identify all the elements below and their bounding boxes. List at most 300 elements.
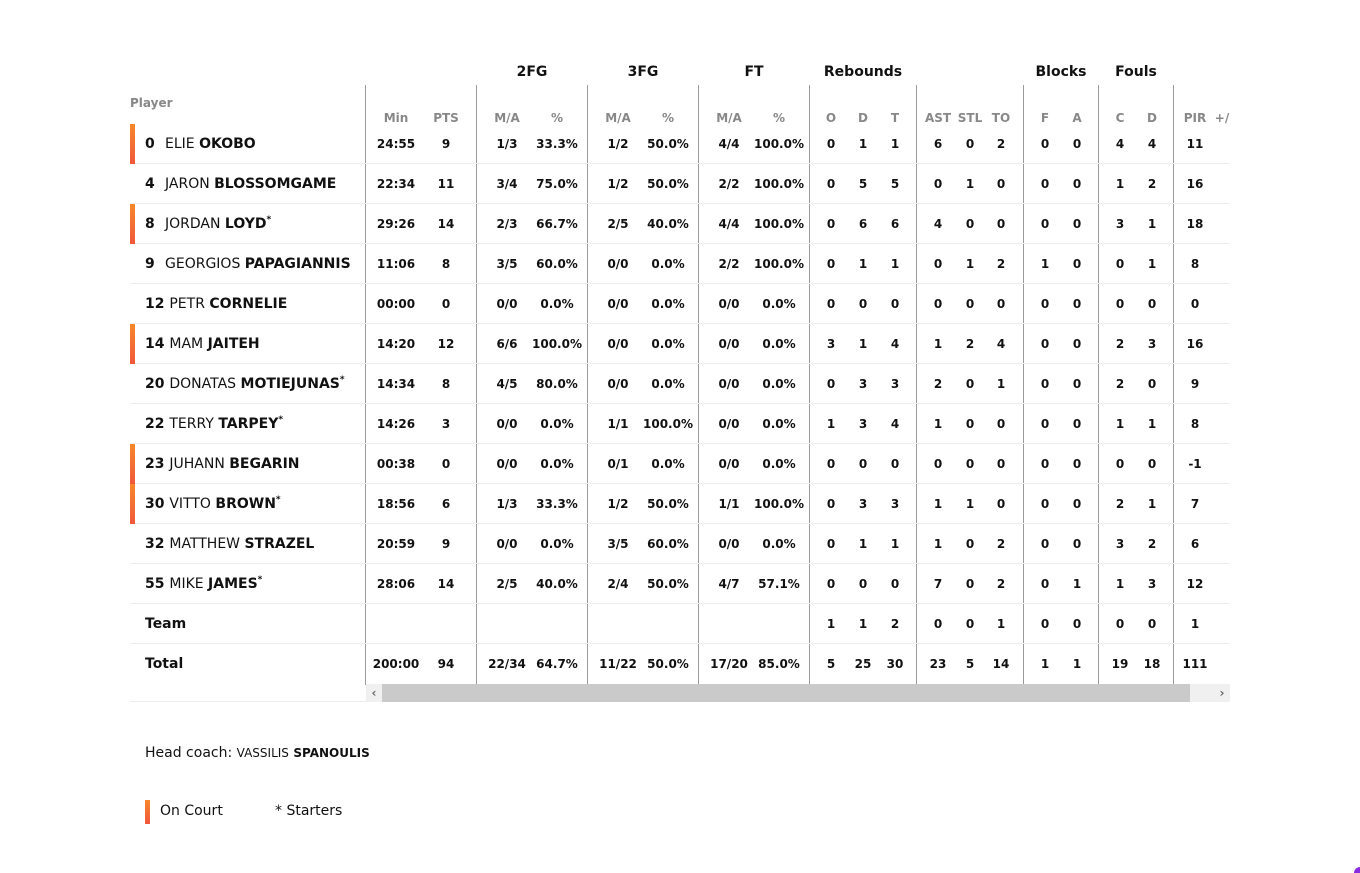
stat-ft-ma: 0/0 bbox=[718, 417, 740, 431]
stat-blk-a: 0 bbox=[1072, 257, 1082, 271]
stat-fg2-pct: 33.3% bbox=[536, 137, 578, 151]
stat-fg3-pct: 0.0% bbox=[651, 457, 685, 471]
stat-fg2-ma: 3/5 bbox=[496, 257, 518, 271]
head-coach-label: Head coach: bbox=[145, 745, 233, 761]
stat-pir: 7 bbox=[1190, 497, 1200, 511]
stat-fg3-pct: 50.0% bbox=[647, 497, 689, 511]
stat-pir: 1 bbox=[1190, 617, 1200, 631]
column-header-ft-ma[interactable]: M/A bbox=[716, 111, 742, 125]
stat-fg2-pct: 66.7% bbox=[536, 217, 578, 231]
player-row[interactable] bbox=[130, 484, 1230, 524]
column-header-fg3-pct[interactable]: % bbox=[661, 111, 675, 125]
stat-reb-d: 3 bbox=[858, 497, 868, 511]
player-first-name: MATTHEW bbox=[169, 536, 241, 552]
stat-fg2-ma: 3/4 bbox=[496, 177, 518, 191]
player-name-link[interactable] bbox=[145, 496, 281, 512]
stat-to: 1 bbox=[996, 617, 1006, 631]
head-coach-first-name: VASSILIS bbox=[236, 746, 289, 760]
stat-fg3-ma: 0/0 bbox=[607, 377, 629, 391]
stat-reb-o: 0 bbox=[826, 537, 836, 551]
scrollbar-thumb[interactable] bbox=[382, 684, 1190, 702]
stat-fg2-ma: 0/0 bbox=[496, 297, 518, 311]
stat-min: 29:26 bbox=[376, 217, 416, 231]
column-header-fg3-ma[interactable]: M/A bbox=[605, 111, 631, 125]
stat-ast: 2 bbox=[933, 377, 943, 391]
stat-fg3-ma: 1/2 bbox=[607, 177, 629, 191]
group-header-ft: FT bbox=[744, 64, 764, 80]
stat-reb-o: 1 bbox=[826, 417, 836, 431]
stat-to: 0 bbox=[996, 417, 1006, 431]
column-header-ft-pct[interactable]: % bbox=[772, 111, 786, 125]
stat-to: 4 bbox=[996, 337, 1006, 351]
on-court-indicator-icon bbox=[145, 800, 150, 824]
stat-reb-t: 0 bbox=[890, 457, 900, 471]
stat-reb-t: 1 bbox=[890, 537, 900, 551]
stat-foul-c: 19 bbox=[1111, 657, 1129, 671]
column-header-fg2-pct[interactable]: % bbox=[550, 111, 564, 125]
column-header-reb-t[interactable]: T bbox=[890, 111, 900, 125]
stat-blk-a: 0 bbox=[1072, 617, 1082, 631]
player-first-name: PETR bbox=[169, 296, 205, 312]
stat-fg3-ma: 3/5 bbox=[607, 537, 629, 551]
jersey-number: 22 bbox=[145, 416, 170, 432]
head-coach bbox=[145, 745, 370, 761]
stat-foul-d: 0 bbox=[1147, 457, 1157, 471]
stat-fg2-pct: 33.3% bbox=[536, 497, 578, 511]
stat-reb-o: 3 bbox=[826, 337, 836, 351]
stat-fg3-pct: 50.0% bbox=[647, 577, 689, 591]
stat-foul-d: 1 bbox=[1147, 217, 1157, 231]
player-name-link[interactable] bbox=[145, 296, 287, 312]
stat-reb-d: 6 bbox=[858, 217, 868, 231]
stat-fg2-pct: 80.0% bbox=[536, 377, 578, 391]
stat-to: 2 bbox=[996, 577, 1006, 591]
stat-fg2-pct: 0.0% bbox=[540, 417, 574, 431]
stat-blk-a: 0 bbox=[1072, 297, 1082, 311]
player-row[interactable] bbox=[130, 204, 1230, 244]
stat-ast: 6 bbox=[933, 137, 943, 151]
player-first-name: JUHANN bbox=[169, 456, 225, 472]
stat-to: 0 bbox=[996, 217, 1006, 231]
player-row[interactable] bbox=[130, 284, 1230, 324]
player-row[interactable] bbox=[130, 324, 1230, 364]
stat-pir: 8 bbox=[1190, 257, 1200, 271]
jersey-number: 55 bbox=[145, 576, 170, 592]
stat-min: 28:06 bbox=[376, 577, 416, 591]
stat-min: 200:00 bbox=[372, 657, 420, 671]
stat-foul-d: 2 bbox=[1147, 177, 1157, 191]
player-row[interactable] bbox=[130, 244, 1230, 284]
stat-blk-f: 0 bbox=[1040, 417, 1050, 431]
stat-fg3-pct: 60.0% bbox=[647, 537, 689, 551]
stat-to: 0 bbox=[996, 177, 1006, 191]
stat-ft-pct: 100.0% bbox=[754, 177, 804, 191]
column-header-min[interactable]: Min bbox=[383, 111, 409, 125]
player-last-name: TARPEY bbox=[218, 416, 279, 432]
stat-foul-c: 0 bbox=[1115, 617, 1125, 631]
stat-reb-o: 5 bbox=[826, 657, 836, 671]
team-row bbox=[130, 604, 1230, 644]
player-row[interactable] bbox=[130, 524, 1230, 564]
jersey-number: 9 bbox=[145, 256, 160, 272]
stat-fg2-ma: 2/3 bbox=[496, 217, 518, 231]
player-row[interactable] bbox=[130, 564, 1230, 604]
stat-foul-d: 3 bbox=[1147, 577, 1157, 591]
stat-blk-a: 0 bbox=[1072, 457, 1082, 471]
stat-fg3-ma: 2/5 bbox=[607, 217, 629, 231]
stat-min: 20:59 bbox=[376, 537, 416, 551]
stat-reb-t: 4 bbox=[890, 337, 900, 351]
stat-ft-pct: 85.0% bbox=[758, 657, 800, 671]
stat-reb-o: 0 bbox=[826, 457, 836, 471]
stat-stl: 0 bbox=[965, 137, 975, 151]
stat-min: 00:00 bbox=[376, 297, 416, 311]
jersey-number: 32 bbox=[145, 536, 170, 552]
player-first-name: MIKE bbox=[169, 576, 204, 592]
stat-reb-t: 0 bbox=[890, 297, 900, 311]
stat-foul-d: 1 bbox=[1147, 497, 1157, 511]
stat-blk-a: 0 bbox=[1072, 337, 1082, 351]
stat-reb-t: 1 bbox=[890, 257, 900, 271]
stat-ft-pct: 0.0% bbox=[762, 337, 796, 351]
stat-stl: 0 bbox=[965, 217, 975, 231]
stat-ft-ma: 17/20 bbox=[710, 657, 748, 671]
stat-to: 14 bbox=[992, 657, 1010, 671]
stat-fg2-pct: 75.0% bbox=[536, 177, 578, 191]
stat-pts: 14 bbox=[437, 577, 455, 591]
stat-ft-ma: 0/0 bbox=[718, 297, 740, 311]
column-header-pts[interactable]: PTS bbox=[433, 111, 459, 125]
stat-fg3-pct: 50.0% bbox=[647, 137, 689, 151]
stat-blk-a: 0 bbox=[1072, 217, 1082, 231]
jersey-number: 0 bbox=[145, 136, 160, 152]
player-name-link[interactable] bbox=[145, 576, 262, 592]
stat-reb-d: 1 bbox=[858, 537, 868, 551]
column-header-reb-d[interactable]: D bbox=[858, 111, 868, 125]
stat-ast: 0 bbox=[933, 177, 943, 191]
stat-stl: 0 bbox=[965, 617, 975, 631]
stat-ft-ma: 0/0 bbox=[718, 337, 740, 351]
column-header-foul-c[interactable]: C bbox=[1115, 111, 1125, 125]
stat-fg2-pct: 100.0% bbox=[532, 337, 582, 351]
starter-marker: * bbox=[278, 415, 284, 425]
stat-stl: 1 bbox=[965, 497, 975, 511]
stat-fg2-pct: 0.0% bbox=[540, 457, 574, 471]
column-header-foul-d[interactable]: D bbox=[1147, 111, 1157, 125]
stat-pir: 8 bbox=[1190, 417, 1200, 431]
stat-pir: 18 bbox=[1186, 217, 1204, 231]
stat-pir: -1 bbox=[1188, 457, 1202, 471]
stat-reb-d: 0 bbox=[858, 297, 868, 311]
stat-fg3-pct: 50.0% bbox=[647, 657, 689, 671]
jersey-number: 12 bbox=[145, 296, 170, 312]
stat-blk-f: 0 bbox=[1040, 177, 1050, 191]
stat-reb-t: 4 bbox=[890, 417, 900, 431]
stat-pir: 9 bbox=[1190, 377, 1200, 391]
stat-pir: 0 bbox=[1190, 297, 1200, 311]
player-last-name: CORNELIE bbox=[209, 296, 288, 312]
player-first-name: GEORGIOS bbox=[165, 256, 241, 272]
total-row-label: Total bbox=[145, 656, 184, 672]
stat-to: 0 bbox=[996, 457, 1006, 471]
group-header-fouls: Fouls bbox=[1115, 64, 1157, 80]
head-coach-last-name: SPANOULIS bbox=[293, 746, 370, 760]
jersey-number: 20 bbox=[145, 376, 170, 392]
stat-reb-d: 1 bbox=[858, 337, 868, 351]
stat-foul-c: 0 bbox=[1115, 297, 1125, 311]
stat-fg2-pct: 60.0% bbox=[536, 257, 578, 271]
stat-to: 1 bbox=[996, 377, 1006, 391]
player-last-name: OKOBO bbox=[199, 136, 256, 152]
player-row[interactable] bbox=[130, 124, 1230, 164]
stat-ast: 1 bbox=[933, 337, 943, 351]
stat-fg3-ma: 0/0 bbox=[607, 337, 629, 351]
stat-pir: 11 bbox=[1186, 137, 1204, 151]
on-court-indicator-icon bbox=[130, 444, 135, 484]
stat-reb-o: 0 bbox=[826, 377, 836, 391]
stat-reb-t: 1 bbox=[890, 137, 900, 151]
stat-pts: 9 bbox=[441, 537, 451, 551]
stat-blk-f: 0 bbox=[1040, 617, 1050, 631]
starter-marker: * bbox=[257, 575, 263, 585]
stat-ft-pct: 0.0% bbox=[762, 417, 796, 431]
stat-blk-a: 0 bbox=[1072, 177, 1082, 191]
player-last-name: JAMES bbox=[208, 576, 258, 592]
player-row[interactable] bbox=[130, 364, 1230, 404]
stat-fg2-ma: 0/0 bbox=[496, 417, 518, 431]
stat-to: 0 bbox=[996, 297, 1006, 311]
stat-pir: 12 bbox=[1186, 577, 1204, 591]
stat-foul-c: 3 bbox=[1115, 537, 1125, 551]
stat-to: 2 bbox=[996, 537, 1006, 551]
group-header-2fg: 2FG bbox=[516, 64, 548, 80]
stat-ast: 1 bbox=[933, 497, 943, 511]
stat-foul-c: 0 bbox=[1115, 257, 1125, 271]
stat-pts: 8 bbox=[441, 257, 451, 271]
stat-foul-c: 0 bbox=[1115, 457, 1125, 471]
stat-pir: 111 bbox=[1182, 657, 1208, 671]
stat-fg2-pct: 40.0% bbox=[536, 577, 578, 591]
player-name-link[interactable] bbox=[145, 176, 336, 192]
player-name-link[interactable] bbox=[145, 336, 260, 352]
column-header-blk-f[interactable]: F bbox=[1040, 111, 1050, 125]
player-name-link[interactable] bbox=[145, 136, 256, 152]
stat-reb-o: 0 bbox=[826, 137, 836, 151]
stat-pir: 6 bbox=[1190, 537, 1200, 551]
stat-blk-f: 0 bbox=[1040, 137, 1050, 151]
stat-reb-d: 3 bbox=[858, 417, 868, 431]
stat-reb-t: 30 bbox=[886, 657, 904, 671]
stat-reb-o: 0 bbox=[826, 497, 836, 511]
stat-fg3-ma: 1/2 bbox=[607, 137, 629, 151]
stat-reb-d: 5 bbox=[858, 177, 868, 191]
stat-min: 22:34 bbox=[376, 177, 416, 191]
stat-fg2-ma: 0/0 bbox=[496, 457, 518, 471]
stat-pts: 9 bbox=[441, 137, 451, 151]
stat-stl: 1 bbox=[965, 257, 975, 271]
stat-fg2-ma: 1/3 bbox=[496, 497, 518, 511]
column-header-ast[interactable]: AST bbox=[924, 111, 952, 125]
jersey-number: 8 bbox=[145, 216, 160, 232]
player-last-name: JAITEH bbox=[207, 336, 260, 352]
stat-ft-ma: 2/2 bbox=[718, 177, 740, 191]
total-row bbox=[130, 644, 1230, 684]
stat-min: 14:20 bbox=[376, 337, 416, 351]
stat-fg2-ma: 6/6 bbox=[496, 337, 518, 351]
stat-fg3-ma: 2/4 bbox=[607, 577, 629, 591]
stat-reb-o: 0 bbox=[826, 577, 836, 591]
stat-stl: 0 bbox=[965, 377, 975, 391]
starter-marker: * bbox=[275, 495, 281, 505]
player-row[interactable] bbox=[130, 164, 1230, 204]
horizontal-scrollbar[interactable] bbox=[366, 684, 1230, 702]
player-last-name: MOTIEJUNAS bbox=[240, 376, 340, 392]
stat-reb-t: 6 bbox=[890, 217, 900, 231]
stat-foul-d: 18 bbox=[1143, 657, 1161, 671]
stat-ft-ma: 4/4 bbox=[718, 217, 740, 231]
stat-ast: 7 bbox=[933, 577, 943, 591]
stat-to: 2 bbox=[996, 257, 1006, 271]
stat-fg3-ma: 0/0 bbox=[607, 297, 629, 311]
player-last-name: PAPAGIANNIS bbox=[244, 256, 351, 272]
stat-stl: 0 bbox=[965, 417, 975, 431]
stat-reb-o: 0 bbox=[826, 177, 836, 191]
column-group-headers bbox=[130, 58, 1230, 86]
stat-reb-d: 1 bbox=[858, 137, 868, 151]
player-name-link[interactable] bbox=[145, 256, 351, 272]
stat-blk-a: 0 bbox=[1072, 137, 1082, 151]
stat-reb-d: 25 bbox=[854, 657, 872, 671]
stat-reb-t: 5 bbox=[890, 177, 900, 191]
column-header-fg2-ma[interactable]: M/A bbox=[494, 111, 520, 125]
stat-blk-f: 0 bbox=[1040, 577, 1050, 591]
player-last-name: BEGARIN bbox=[229, 456, 300, 472]
stat-fg3-ma: 11/22 bbox=[599, 657, 637, 671]
stat-stl: 0 bbox=[965, 457, 975, 471]
window-corner-accent bbox=[1354, 867, 1360, 873]
stat-ast: 0 bbox=[933, 617, 943, 631]
player-name-link[interactable] bbox=[145, 456, 300, 472]
player-first-name: DONATAS bbox=[169, 376, 237, 392]
column-header-stl[interactable]: STL bbox=[957, 111, 983, 125]
stat-ft-pct: 0.0% bbox=[762, 377, 796, 391]
scroll-right-arrow-icon[interactable]: › bbox=[1219, 686, 1225, 700]
stat-ft-pct: 100.0% bbox=[754, 497, 804, 511]
stat-fg3-ma: 1/1 bbox=[607, 417, 629, 431]
player-column-header: Player bbox=[130, 96, 173, 110]
player-last-name: BROWN bbox=[215, 496, 276, 512]
stat-ast: 4 bbox=[933, 217, 943, 231]
column-header-pm[interactable]: +/ bbox=[1214, 111, 1230, 125]
stat-ft-ma: 1/1 bbox=[718, 497, 740, 511]
stat-ast: 23 bbox=[929, 657, 947, 671]
player-row[interactable] bbox=[130, 404, 1230, 444]
stat-ast: 1 bbox=[933, 537, 943, 551]
player-first-name: VITTO bbox=[169, 496, 211, 512]
stat-to: 0 bbox=[996, 497, 1006, 511]
stat-reb-o: 0 bbox=[826, 217, 836, 231]
stat-pts: 8 bbox=[441, 377, 451, 391]
stat-pir: 16 bbox=[1186, 177, 1204, 191]
jersey-number: 30 bbox=[145, 496, 170, 512]
player-name-link[interactable] bbox=[145, 216, 271, 232]
stat-foul-c: 2 bbox=[1115, 337, 1125, 351]
player-last-name: STRAZEL bbox=[244, 536, 315, 552]
stat-stl: 0 bbox=[965, 297, 975, 311]
stat-reb-t: 3 bbox=[890, 497, 900, 511]
stat-reb-d: 0 bbox=[858, 577, 868, 591]
stat-ft-pct: 0.0% bbox=[762, 297, 796, 311]
stat-foul-d: 3 bbox=[1147, 337, 1157, 351]
jersey-number: 23 bbox=[145, 456, 170, 472]
stat-foul-d: 2 bbox=[1147, 537, 1157, 551]
column-header-reb-o[interactable]: O bbox=[825, 111, 837, 125]
column-header-pir[interactable]: PIR bbox=[1183, 111, 1207, 125]
stat-blk-f: 0 bbox=[1040, 377, 1050, 391]
stat-reb-t: 0 bbox=[890, 577, 900, 591]
player-last-name: BLOSSOMGAME bbox=[214, 176, 337, 192]
legend-starters: * Starters bbox=[275, 803, 343, 819]
stat-ast: 0 bbox=[933, 297, 943, 311]
stat-foul-d: 1 bbox=[1147, 257, 1157, 271]
stat-fg2-ma: 1/3 bbox=[496, 137, 518, 151]
on-court-indicator-icon bbox=[130, 204, 135, 244]
stat-reb-d: 0 bbox=[858, 457, 868, 471]
stat-fg3-pct: 40.0% bbox=[647, 217, 689, 231]
stat-fg2-ma: 0/0 bbox=[496, 537, 518, 551]
player-first-name: JORDAN bbox=[165, 216, 221, 232]
team-row-label: Team bbox=[145, 616, 187, 632]
player-name-link[interactable] bbox=[145, 416, 283, 432]
stat-ft-pct: 57.1% bbox=[758, 577, 800, 591]
on-court-indicator-icon bbox=[130, 484, 135, 524]
stat-blk-f: 0 bbox=[1040, 217, 1050, 231]
stat-fg3-ma: 0/1 bbox=[607, 457, 629, 471]
stat-fg2-ma: 22/34 bbox=[488, 657, 526, 671]
player-name-link[interactable] bbox=[145, 376, 345, 392]
stat-reb-t: 3 bbox=[890, 377, 900, 391]
column-header-to[interactable]: TO bbox=[991, 111, 1011, 125]
stat-fg2-ma: 2/5 bbox=[496, 577, 518, 591]
stat-fg2-pct: 0.0% bbox=[540, 537, 574, 551]
stat-reb-t: 2 bbox=[890, 617, 900, 631]
group-header-rebounds: Rebounds bbox=[823, 64, 903, 80]
stat-blk-a: 1 bbox=[1072, 657, 1082, 671]
stat-min: 14:34 bbox=[376, 377, 416, 391]
player-first-name: ELIE bbox=[165, 136, 195, 152]
stat-reb-o: 1 bbox=[826, 617, 836, 631]
stat-min: 18:56 bbox=[376, 497, 416, 511]
stat-ast: 1 bbox=[933, 417, 943, 431]
stat-blk-a: 0 bbox=[1072, 497, 1082, 511]
player-row[interactable] bbox=[130, 444, 1230, 484]
jersey-number: 4 bbox=[145, 176, 160, 192]
group-header-blocks: Blocks bbox=[1035, 64, 1087, 80]
stat-ft-ma: 0/0 bbox=[718, 457, 740, 471]
scroll-left-arrow-icon[interactable]: ‹ bbox=[371, 686, 377, 700]
player-name-link[interactable] bbox=[145, 536, 314, 552]
stat-stl: 5 bbox=[965, 657, 975, 671]
stat-min: 00:38 bbox=[376, 457, 416, 471]
stat-blk-f: 1 bbox=[1040, 657, 1050, 671]
stat-reb-o: 0 bbox=[826, 257, 836, 271]
player-last-name: LOYD bbox=[224, 216, 267, 232]
stat-blk-a: 0 bbox=[1072, 537, 1082, 551]
stat-ft-pct: 0.0% bbox=[762, 537, 796, 551]
stat-pts: 11 bbox=[437, 177, 455, 191]
stat-ft-pct: 100.0% bbox=[754, 137, 804, 151]
column-header-blk-a[interactable]: A bbox=[1072, 111, 1082, 125]
